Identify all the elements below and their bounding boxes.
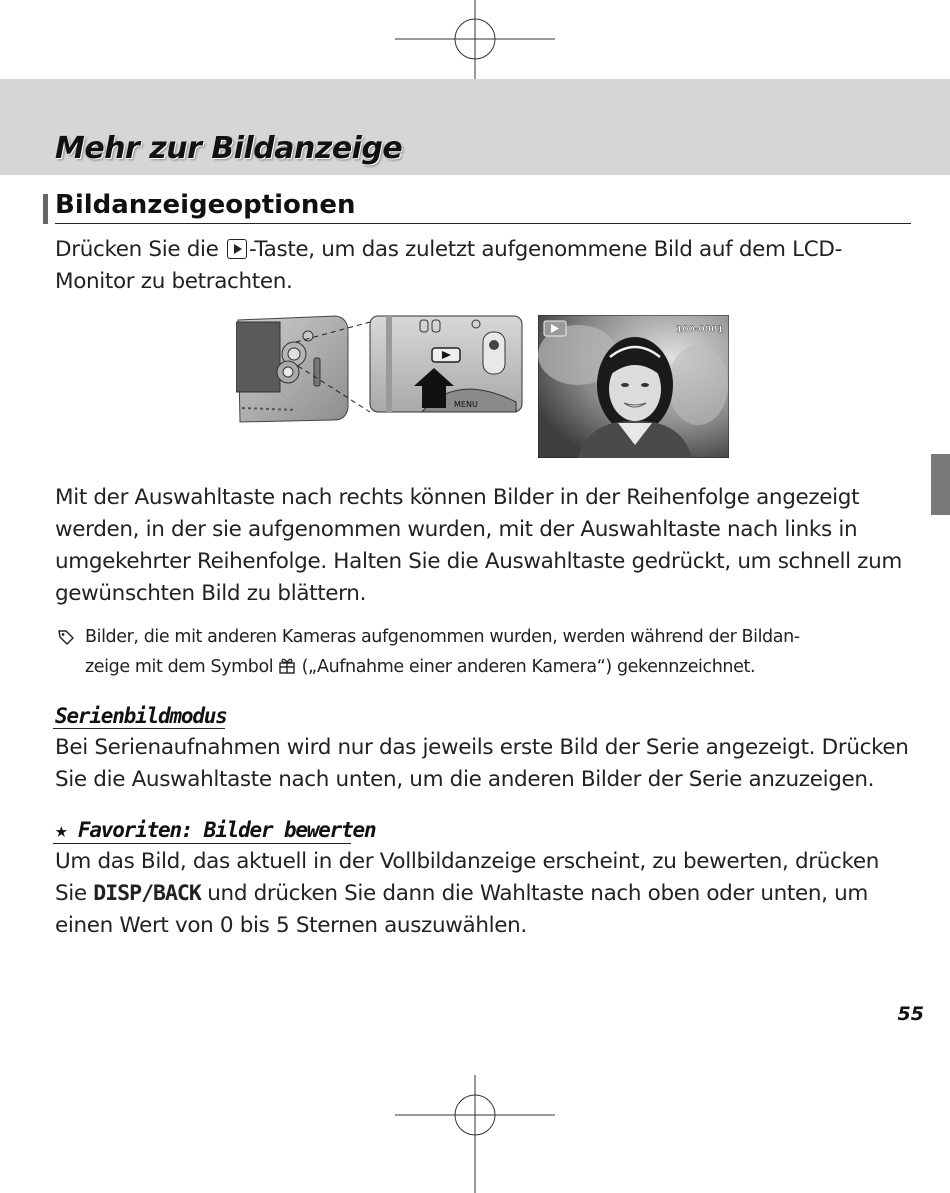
crop-mark-top <box>395 0 555 80</box>
camera-back-illustration <box>236 312 526 424</box>
favorites-paragraph <box>55 846 915 942</box>
note-tag-icon <box>58 629 74 645</box>
play-button-icon <box>227 239 247 259</box>
body-line-3: umgekehrter Reihenfolge. Halten Sie die Auswahltaste gedrückt, um schnell zum <box>55 549 902 574</box>
intro-text-before: Drücken Sie die <box>55 237 225 262</box>
favorites-heading-text: Favoriten: Bilder bewerten <box>77 818 376 842</box>
favorites-line-2-after: und drücken Sie dann die Wahltaste nach oben oder unten, um <box>200 881 868 906</box>
page-number: 55 <box>897 1003 924 1025</box>
note-line-2-after: („Aufnahme einer anderen Kamera“) gekennzeichnet. <box>296 657 756 677</box>
note-line-2 <box>85 652 905 682</box>
menu-label: MENU <box>454 400 478 409</box>
serial-heading: Serienbildmodus <box>55 704 227 728</box>
favorites-heading <box>55 818 375 842</box>
gift-icon <box>278 657 296 675</box>
disp-back-key: DISP/BACK <box>93 881 201 906</box>
note-line-1: Bilder, die mit anderen Kameras aufgenommen wurden, werden während der Bildan- <box>85 627 800 647</box>
serial-heading-rule <box>53 728 225 729</box>
crop-mark-bottom <box>395 1075 555 1193</box>
lcd-playback-preview <box>538 315 729 458</box>
favorites-line-1: Um das Bild, das aktuell in der Vollbildanzeige erscheint, zu bewerten, drücken <box>55 849 879 874</box>
note-text <box>85 622 905 682</box>
serial-paragraph <box>55 732 915 796</box>
favorites-line-2-before: Sie <box>55 881 94 906</box>
chapter-side-tab <box>931 454 950 515</box>
favorites-line-3: einen Wert von 0 bis 5 Sternen auszuwählen. <box>55 913 527 938</box>
favorites-line-2 <box>55 878 915 910</box>
chapter-title: Mehr zur Bildanzeige <box>55 131 403 166</box>
section-marker <box>43 194 48 224</box>
serial-line-1: Bei Serienaufnahmen wird nur das jeweils erste Bild der Serie angezeigt. Drücken <box>55 735 909 760</box>
serial-line-2: Sie die Auswahltaste nach unten, um die anderen Bilder der Serie anzuzeigen. <box>55 767 875 792</box>
body-line-1: Mit der Auswahltaste nach rechts können Bilder in der Reihenfolge angezeigt <box>55 485 860 510</box>
intro-text-after: -Taste, um das zuletzt aufgenommene Bild auf dem LCD- <box>248 237 843 262</box>
intro-paragraph <box>55 234 915 298</box>
intro-text-line2: Monitor zu betrachten. <box>55 269 293 294</box>
body-paragraph <box>55 482 915 610</box>
frame-counter: 100-0001 <box>676 325 724 335</box>
favorites-heading-rule <box>53 843 351 844</box>
section-title: Bildanzeigeoptionen <box>55 190 356 220</box>
star-icon: ★ <box>55 818 67 842</box>
note-line-2-before: zeige mit dem Symbol <box>85 657 279 677</box>
section-rule <box>55 223 911 224</box>
body-line-4: gewünschten Bild zu blättern. <box>55 581 367 606</box>
body-line-2: werden, in der sie aufgenommen wurden, mit der Auswahltaste nach links in <box>55 517 858 542</box>
